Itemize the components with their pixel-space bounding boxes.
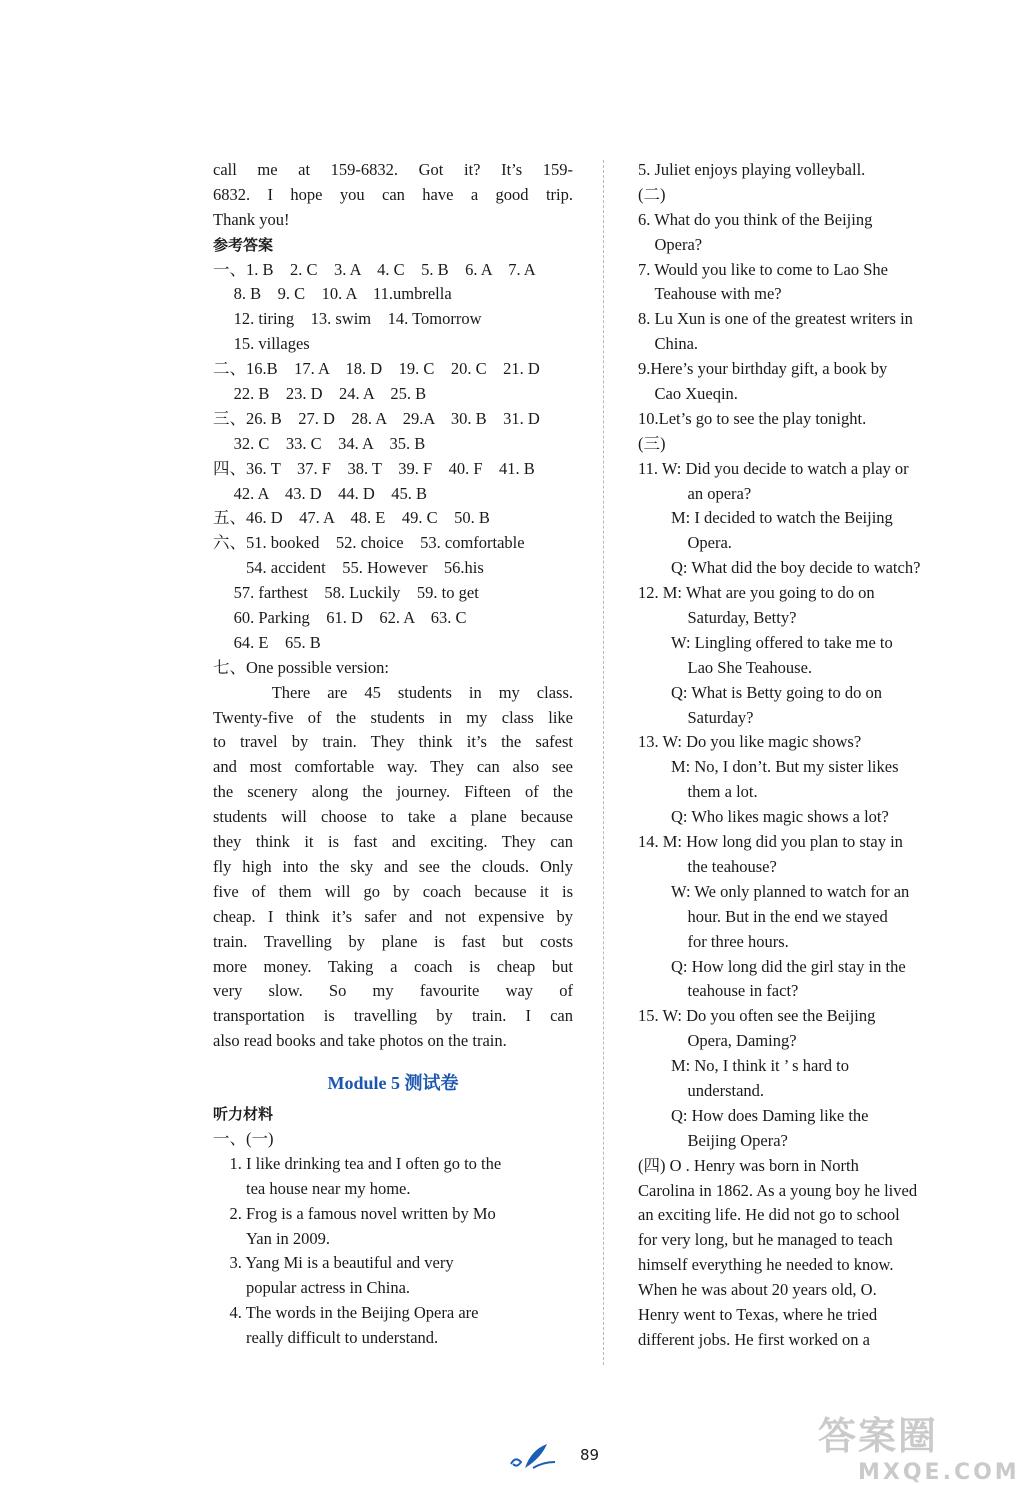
listening-line: Teahouse with me? [638,284,782,304]
listening-line: 9.Here’s your birthday gift, a book by [638,359,888,379]
listening-line: W: We only planned to watch for an [638,881,910,901]
answer-row: 四、36. T 37. F 38. T 39. F 40. F 41. B [213,458,535,478]
listening-line: Q: Who likes magic shows a lot? [638,807,889,827]
answer-row: 32. C 33. C 34. A 35. B [213,433,426,453]
listening-line: 6. What do you think of the Beijing [638,209,873,229]
section-label: 一、(一) [213,1128,274,1148]
listening-line: W: Lingling offered to take me to [638,632,893,652]
essay-line: five of them will go by coach because it is [213,881,573,901]
answer-row: 15. villages [213,334,310,354]
watermark [818,1405,1020,1485]
listening-line: M: No, I don’t. But my sister likes [638,757,899,777]
listening-line: them a lot. [638,782,758,802]
answer-row: 42. A 43. D 44. D 45. B [213,483,428,503]
listening-line: (四) O . Henry was born in North [638,1155,859,1175]
listening-line: hour. But in the end we stayed [638,906,888,926]
listening-line: Yan in 2009. [213,1228,331,1248]
listening-line: teahouse in fact? [638,981,799,1001]
answer-row: 五、46. D 47. A 48. E 49. C 50. B [213,508,490,528]
intro-line: call me at 159-6832. Got it? It’s 159- [213,160,573,179]
essay-line: train. Travelling by plane is fast but costs [213,931,573,951]
listening-line: Cao Xueqin. [638,384,738,404]
listening-line: (三) [638,433,666,453]
listening-line: 8. Lu Xun is one of the greatest writers in [638,309,913,329]
essay-line: There are 45 students in my class. [213,682,573,702]
page-number: 89 [580,1446,600,1464]
listening-line: 12. M: What are you going to do on [638,583,875,603]
essay-line: very slow. So my favourite way of [213,981,573,1001]
essay-line: they think it is fast and exciting. They can [213,832,573,852]
listening-line: Q: How long did the girl stay in the [638,956,906,976]
listening-line: 5. Juliet enjoys playing volleyball. [638,160,866,179]
listening-line: Opera, Daming? [638,1031,797,1051]
listening-line: an exciting life. He did not go to school [638,1205,900,1225]
listening-line: popular actress in China. [213,1278,411,1298]
answer-row: 22. B 23. D 24. A 25. B [213,384,427,404]
answer-row: 54. accident 55. However 56.his [213,558,484,578]
listening-line: Saturday? [638,707,754,727]
essay-line: Twenty-five of the students in my class like [213,707,573,727]
intro-line: 6832. I hope you can have a good trip. [213,184,573,204]
listening-line: Q: What is Betty going to do on [638,682,882,702]
listening-line: 4. The words in the Beijing Opera are [213,1303,479,1323]
listening-line: Q: What did the boy decide to watch? [638,558,921,578]
listening-line: Lao She Teahouse. [638,657,813,677]
listening-line: Henry went to Texas, where he tried [638,1304,878,1324]
listening-line: When he was about 20 years old, O. [638,1280,877,1300]
listening-line: 2. Frog is a famous novel written by Mo [213,1203,496,1223]
essay-line: to travel by train. They think it’s the safest [213,732,573,752]
answer-row: 57. farthest 58. Luckily 59. to get [213,583,479,603]
module-title: Module 5 测试卷 [327,1073,459,1094]
answer-row: 七、One possible version: [213,657,389,677]
listening-line: himself everything he needed to know. [638,1255,894,1275]
listening-line: M: I decided to watch the Beijing [638,508,893,528]
listening-line: really difficult to understand. [213,1328,439,1348]
listening-line: 1. I like drinking tea and I often go to the [213,1153,502,1173]
watermark-url: MXQE.COM [858,1460,1020,1485]
answer-row: 12. tiring 13. swim 14. Tomorrow [213,309,482,329]
left-column [213,158,573,1351]
listening-line: 3. Yang Mi is a beautiful and very [213,1253,454,1273]
listening-line: understand. [638,1080,765,1100]
essay-line: fly high into the sky and see the clouds. Only [213,856,573,876]
listening-line: 7. Would you like to come to Lao She [638,259,888,279]
listening-line: tea house near my home. [213,1178,411,1198]
essay-line: more money. Taking a coach is cheap but [213,956,573,976]
essay-line: also read books and take photos on the train. [213,1031,507,1051]
listening-line: M: No, I think it ’ s hard to [638,1056,849,1076]
listening-line: China. [638,334,699,354]
answer-row: 六、51. booked 52. choice 53. comfortable [213,533,525,553]
listening-line: Q: How does Daming like the [638,1105,869,1125]
answer-row: 8. B 9. C 10. A 11.umbrella [213,284,452,304]
essay-line: transportation is travelling by train. I can [213,1006,573,1026]
answer-row: 60. Parking 61. D 62. A 63. C [213,608,467,628]
listening-line: for three hours. [638,931,789,951]
listening-line: Opera. [638,533,732,553]
listening-line: an opera? [638,483,752,503]
listening-line: different jobs. He first worked on a [638,1329,871,1349]
listening-line: 11. W: Did you decide to watch a play or [638,458,909,478]
intro-line: Thank you! [213,209,290,229]
answer-row: 一、1. B 2. C 3. A 4. C 5. B 6. A 7. A [213,259,536,279]
listening-line: for very long, but he managed to teach [638,1230,893,1250]
listening-line: Beijing Opera? [638,1130,788,1150]
watermark-logo-text: 答案圈 [818,1414,939,1458]
listening-line: 14. M: How long did you plan to stay in [638,832,903,852]
listening-line: 10.Let’s go to see the play tonight. [638,408,867,428]
answer-row: 三、26. B 27. D 28. A 29.A 30. B 31. D [213,408,540,428]
swirl-leaf-icon [507,1440,567,1479]
column-divider [603,160,604,1365]
essay-line: students will choose to take a plane because [213,807,573,827]
listening-line: (二) [638,184,666,204]
listening-line: Carolina in 1862. As a young boy he lived [638,1180,918,1200]
essay-line: cheap. I think it’s safer and not expensive by [213,906,573,926]
listening-line: Saturday, Betty? [638,608,797,628]
listening-heading: 听力材料 [213,1105,274,1124]
answer-row: 二、16.B 17. A 18. D 19. C 20. C 21. D [213,359,540,379]
listening-line: the teahouse? [638,856,777,876]
listening-line: Opera? [638,234,703,254]
listening-line: 13. W: Do you like magic shows? [638,732,862,752]
right-column [638,158,976,1353]
listening-line: 15. W: Do you often see the Beijing [638,1006,876,1026]
essay-line: and most comfortable way. They can also see [213,757,573,777]
answer-row: 64. E 65. B [213,632,321,652]
essay-line: the scenery along the journey. Fifteen of the [213,782,573,802]
answers-heading: 参考答案 [213,235,274,254]
